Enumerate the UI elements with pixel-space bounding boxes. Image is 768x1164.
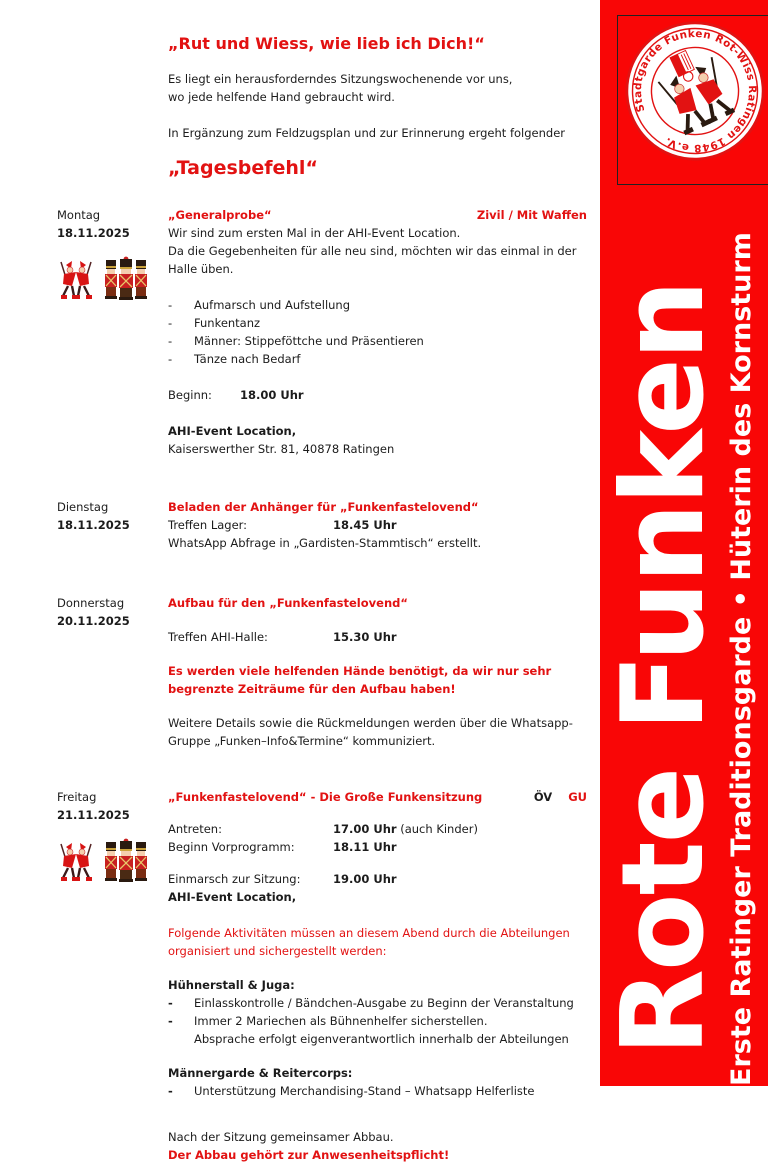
event-monday-icons [57,256,168,302]
dash-bullet: - [168,298,173,312]
location-name: AHI-Event Location, [168,890,297,904]
intro-line-1: Es liegt ein herausforderndes Sitzungswochenende vor uns, [168,72,513,86]
tag-gu: GU [568,790,587,804]
time-row [168,386,587,404]
helpers-warning: Es werden viele helfenden Hände benötigt, da wir nur sehr begrenzte Zeiträume für den Aufbau haben! [168,664,552,696]
event-thursday-body [168,594,587,750]
group-item-text: Unterstützung Merchandising-Stand – Whatsapp Helferliste [194,1084,535,1098]
time-value: 18.45 Uhr [333,518,397,532]
agenda-item-text: Männer: Stippeföttche und Präsentieren [194,334,424,348]
event-note: Weitere Details sowie die Rückmeldungen werden über die Whatsapp-Gruppe „Funken–Info&Termine“ kommuniziert. [168,716,573,748]
event-body-line: Wir sind zum ersten Mal in der AHI-Event Location. [168,226,461,240]
time-value: 15.30 Uhr [333,630,397,644]
time-label: Einmarsch zur Sitzung: [168,872,301,886]
day-label: Donnerstag [57,596,125,610]
agenda-item-text: Tänze nach Bedarf [194,352,301,366]
closing-block [168,1128,587,1164]
document-content [57,34,587,1164]
location-address: Kaiserswerther Str. 81, 40878 Ratingen [168,442,395,456]
dash-bullet: - [168,352,173,366]
agenda-item [168,350,587,368]
dash-bullet: - [168,316,173,330]
soldier-left [105,260,117,299]
group-item-text: Immer 2 Mariechen als Bühnenhelfer sicherstellen. [194,1014,488,1028]
sidebar-title-vertical: Rote Funken [597,281,729,1056]
guard-soldiers-icon [101,838,151,884]
dash-bullet: - [168,1014,173,1028]
agenda-item [168,332,587,350]
soldier-right [135,260,147,299]
group-name: Hühnerstall & Juga: [168,978,295,992]
agenda-item [168,314,587,332]
group-item-continuation: Absprache erfolgt eigenverantwortlich innerhalb der Abteilungen [194,1032,569,1046]
group-huehnerstall [168,976,587,1048]
event-monday-body [168,206,587,458]
group-name: Männergarde & Reitercorps: [168,1066,353,1080]
event-tuesday-date [57,498,168,552]
event-tuesday [57,498,587,552]
event-thursday [57,594,587,750]
day-label: Montag [57,208,101,222]
closing-line: Nach der Sitzung gemeinsamer Abbau. [168,1130,394,1144]
group-item-text: Einlasskontrolle / Bändchen-Ausgabe zu Beginn der Veranstaltung [194,996,574,1010]
day-label: Dienstag [57,500,109,514]
time-row [168,838,587,856]
tag-oev: ÖV [533,790,553,804]
time-label: Beginn Vorprogramm: [168,840,295,854]
event-friday-body [168,788,587,1164]
agenda-item [168,296,587,314]
event-dresscode: Zivil / Mit Waffen [476,208,587,222]
time-row [168,870,587,888]
friday-times-block-1 [168,820,587,856]
group-item [168,1082,587,1100]
event-thursday-date [57,594,168,750]
svg-text:Stadtgarde Funken Rot-Wiss Rat: Stadtgarde Funken Rot-Wiss Ratingen 1948 e.V. [631,27,759,155]
time-label: Treffen AHI-Halle: [168,630,268,644]
event-title: Aufbau für den „Funkenfastelovend“ [168,596,408,610]
soldier-middle [119,257,133,300]
agenda-item-text: Funkentanz [194,316,261,330]
date-label: 20.11.2025 [57,614,130,628]
group-item [168,1012,587,1030]
intro-paragraph [57,70,587,106]
dancing-guards-icon [57,840,95,884]
soldier-right [135,842,147,881]
dash-bullet: - [168,996,173,1010]
event-monday-date [57,206,168,458]
event-tuesday-body [168,498,587,552]
time-label: Antreten: [168,822,222,836]
event-friday-icons [57,838,168,884]
time-row [168,516,587,534]
event-body-line: Da die Gegebenheiten für alle neu sind, möchten wir das einmal in der Halle üben. [168,244,577,276]
time-suffix: (auch Kinder) [396,822,478,836]
event-title: „Generalprobe“ [168,208,272,222]
event-monday [57,206,587,458]
event-title: „Funkenfastelovend“ - Die Große Funkensitzung [168,790,483,804]
date-label: 18.11.2025 [57,518,130,532]
date-label: 18.11.2025 [57,226,130,240]
intro-line-3: In Ergänzung zum Feldzugsplan und zur Erinnerung ergeht folgender [168,126,565,140]
time-value: 18.00 Uhr [240,388,304,402]
intro-line-2: wo jede helfende Hand gebraucht wird. [168,90,395,104]
closing-warning: Der Abbau gehört zur Anwesenheitspflicht! [168,1148,450,1162]
club-logo-box [617,15,768,185]
friday-times-block-2 [168,870,587,906]
agenda-item-text: Aufmarsch und Aufstellung [194,298,351,312]
club-badge-icon [624,20,766,162]
event-friday [57,788,587,1164]
soldier-middle [119,839,133,882]
event-friday-title-row [168,788,587,806]
event-monday-title-row [168,206,587,224]
agenda-list [168,296,587,368]
time-value: 17.00 Uhr [333,822,397,836]
soldier-left [105,842,117,881]
group-item [168,994,587,1012]
dancing-guards-icon [57,258,95,302]
time-row [168,820,587,838]
event-tags [534,788,587,806]
sidebar-subtitle-vertical: Erste Ratinger Traditionsgarde • Hüterin des Kornsturm [726,232,757,1086]
tagesbefehl-heading: „Tagesbefehl“ [168,157,318,179]
location-name: AHI-Event Location, [168,424,297,438]
time-value: 19.00 Uhr [333,872,397,886]
event-title: Beladen der Anhänger für „Funkenfastelovend“ [168,500,479,514]
dash-bullet: - [168,1084,173,1098]
time-label: Beginn: [168,388,212,402]
group-maennergarde [168,1064,587,1100]
time-label: Treffen Lager: [168,518,248,532]
date-label: 21.11.2025 [57,808,130,822]
location-block [168,422,587,458]
time-value: 18.11 Uhr [333,840,397,854]
activities-intro: Folgende Aktivitäten müssen an diesem Abend durch die Abteilungen organisiert und sichergestellt werden: [168,926,570,958]
guard-soldiers-icon [101,256,151,302]
event-note: WhatsApp Abfrage in „Gardisten-Stammtisch“ erstellt. [168,536,482,550]
day-label: Freitag [57,790,97,804]
time-row [168,628,587,646]
dash-bullet: - [168,334,173,348]
opening-quote: „Rut und Wiess, wie lieb ich Dich!“ [168,34,485,53]
event-friday-date [57,788,168,1164]
